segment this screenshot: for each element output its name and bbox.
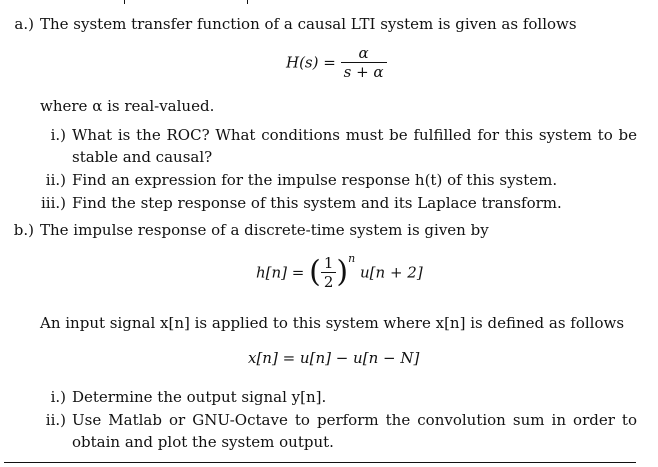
part-b-input-text: An input signal x[n] is applied to this system where x[n] is defined as follows: [40, 314, 625, 332]
part-a-item-3-text: Find the step response of this system and its Laplace transform.: [72, 194, 562, 212]
equation-lhs: H(s) =: [286, 53, 336, 72]
part-a-item-2-text: Find an expression for the impulse response h(t) of this system.: [72, 171, 558, 189]
part-b-item-2-line2: obtain and plot the system output.: [72, 433, 334, 451]
equation-numerator: 1: [323, 254, 334, 272]
part-b-item-1-text: Determine the output signal y[n].: [72, 388, 327, 406]
part-a-item-1-label: i.): [50, 126, 66, 144]
part-a-item-1-line2: stable and causal?: [72, 148, 213, 166]
part-b-item-1-label: i.): [50, 388, 66, 406]
part-a-label: a.): [14, 15, 34, 33]
equation-denominator: s + α: [341, 62, 387, 81]
right-paren: ): [336, 254, 349, 290]
input-signal-equation: x[n] = u[n] − u[n − N]: [248, 349, 420, 367]
part-a-item-2-label: ii.): [45, 171, 66, 189]
equation-denominator: 2: [321, 272, 337, 291]
equation-fraction: [341, 44, 387, 81]
top-rule-fragment: [124, 0, 248, 4]
equation-rhs: u[n + 2]: [360, 263, 423, 282]
left-paren: (: [309, 254, 321, 290]
equation-lhs: h[n] =: [256, 263, 305, 282]
part-b-item-2-label: ii.): [45, 411, 66, 429]
equation-numerator: α: [358, 44, 369, 62]
part-a-intro: The system transfer function of a causal LTI system is given as follows: [40, 15, 577, 33]
part-a-item-1-line1-wrap: [72, 126, 637, 145]
part-b-label: b.): [13, 221, 34, 239]
part-b-item-2-line1: Use Matlab or GNU-Octave to perform the convolution sum in order to: [72, 411, 637, 429]
transfer-function-equation: [286, 44, 387, 81]
equation-fraction: [321, 254, 337, 291]
part-b-item-2-line1-wrap: [72, 411, 637, 430]
equation-exponent: n: [348, 252, 356, 265]
part-b-intro: The impulse response of a discrete-time system is given by: [40, 221, 489, 239]
bottom-rule: [4, 462, 636, 463]
part-a-item-3-label: iii.): [40, 194, 66, 212]
part-a-item-1-line1: What is the ROC? What conditions must be fulfilled for this system to be: [72, 126, 637, 144]
impulse-response-equation: [256, 254, 423, 291]
part-a-where: where α is real-valued.: [40, 97, 215, 115]
